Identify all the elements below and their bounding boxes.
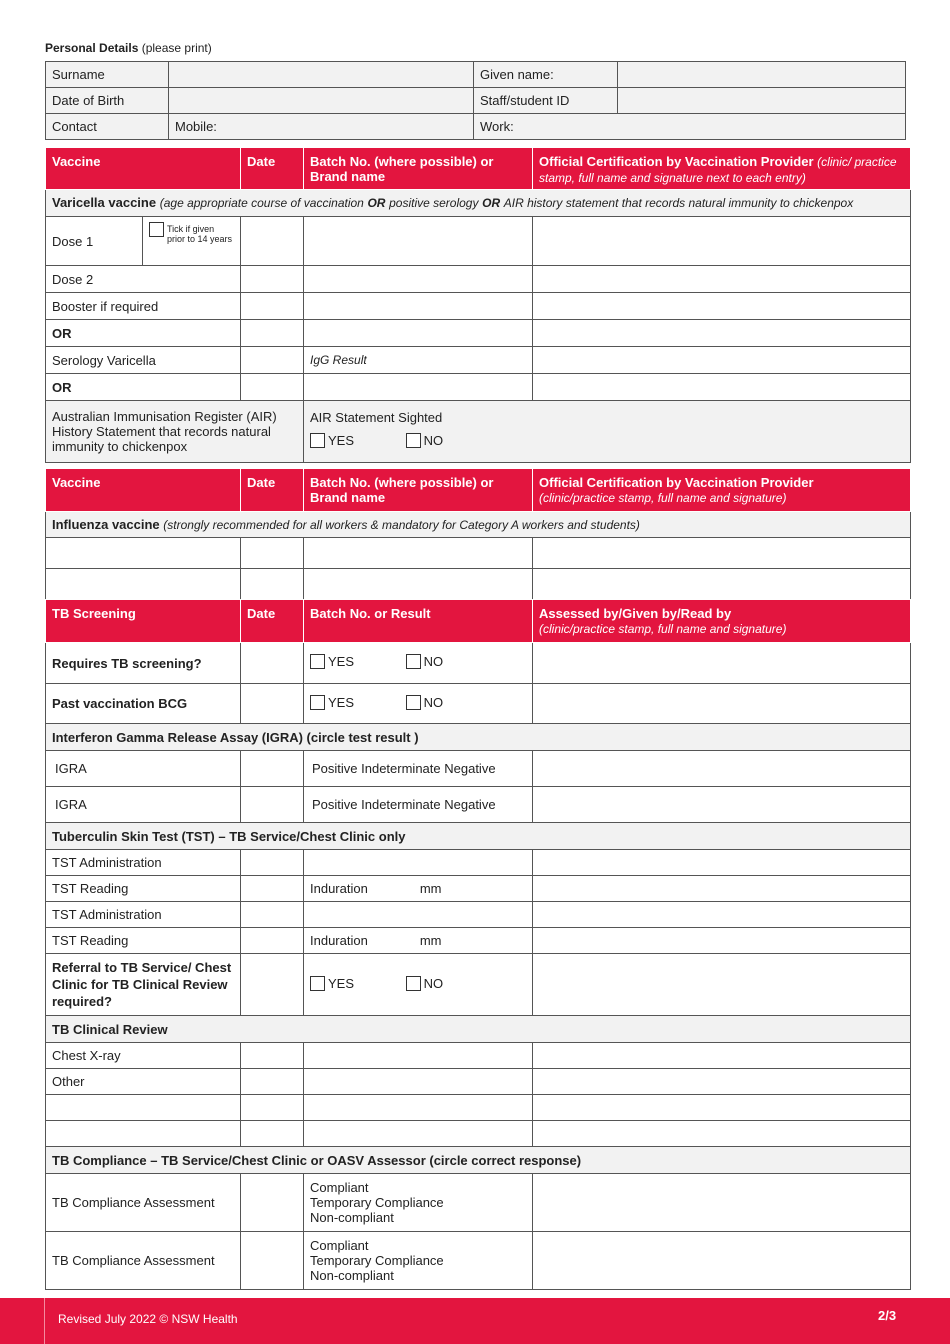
- tst-section-title: Tuberculin Skin Test (TST) – TB Service/Chest Clinic only: [46, 823, 911, 850]
- contact-label: Contact: [46, 114, 169, 140]
- dose2-cert[interactable]: [533, 266, 911, 293]
- serology-label: Serology Varicella: [46, 347, 241, 374]
- bcg-options: [304, 684, 533, 724]
- work-field[interactable]: Work:: [474, 114, 906, 140]
- influenza-row-2-date[interactable]: [241, 569, 304, 600]
- dose1-label: Dose 1: [46, 217, 143, 266]
- certification-header: Official Certification by Vaccination Provider (clinic/practice stamp, full name and signature): [533, 469, 911, 512]
- influenza-row-2-cert[interactable]: [533, 569, 911, 600]
- revised-note: Revised July 2022 © NSW Health: [58, 1312, 238, 1326]
- dose1-date[interactable]: [241, 217, 304, 266]
- yes-checkbox[interactable]: [310, 433, 325, 448]
- tst-admin-label: TST Administration: [46, 902, 241, 928]
- requires-tb-options: [304, 643, 533, 684]
- tst-reading-label: TST Reading: [46, 876, 241, 902]
- no-checkbox[interactable]: [406, 976, 421, 991]
- influenza-row-1-date[interactable]: [241, 538, 304, 569]
- staff-id-field[interactable]: [618, 88, 906, 114]
- compliance-assessment-label: TB Compliance Assessment: [46, 1232, 241, 1290]
- other-date[interactable]: [241, 1069, 304, 1095]
- tst-admin-1-date[interactable]: [241, 850, 304, 876]
- footer: [0, 1298, 950, 1344]
- staff-id-label: Staff/student ID: [474, 88, 618, 114]
- no-checkbox[interactable]: [406, 433, 421, 448]
- batch-header: Batch No. (where possible) or Brand name: [304, 148, 533, 190]
- requires-yes-option[interactable]: YES: [310, 654, 354, 669]
- tick-checkbox[interactable]: [149, 222, 164, 237]
- compliance-assessment-label: TB Compliance Assessment: [46, 1174, 241, 1232]
- personal-details-table: [45, 61, 906, 140]
- air-sighted: AIR Statement Sighted YES NO: [304, 401, 911, 463]
- vaccine-header: Vaccine: [46, 148, 241, 190]
- date-header: Date: [241, 469, 304, 512]
- referral-assessed[interactable]: [533, 954, 911, 1016]
- tst-reading-2-assessed[interactable]: [533, 928, 911, 954]
- booster-cert[interactable]: [533, 293, 911, 320]
- dose1-cert[interactable]: [533, 217, 911, 266]
- tst-reading-2-induration[interactable]: Induration mm: [304, 928, 533, 954]
- requires-tb-label: Requires TB screening?: [46, 643, 241, 684]
- chest-xray-label: Chest X-ray: [46, 1043, 241, 1069]
- other-assessed[interactable]: [533, 1069, 911, 1095]
- tb-compliance-section-title: TB Compliance – TB Service/Chest Clinic or OASV Assessor (circle correct response): [46, 1147, 911, 1174]
- vaccine-header: Vaccine: [46, 469, 241, 512]
- personal-details-title: Personal Details (please print): [45, 41, 212, 55]
- date-header: Date: [241, 148, 304, 190]
- chest-xray-date[interactable]: [241, 1043, 304, 1069]
- dob-field[interactable]: [169, 88, 474, 114]
- influenza-row-2-vaccine[interactable]: [46, 569, 241, 600]
- serology-cert[interactable]: [533, 347, 911, 374]
- tst-admin-2-result[interactable]: [304, 902, 533, 928]
- tick-prior-14[interactable]: Tick if given prior to 14 years: [143, 217, 241, 266]
- bcg-no-option[interactable]: NO: [406, 695, 444, 710]
- tst-reading-label: TST Reading: [46, 928, 241, 954]
- influenza-row-1-batch[interactable]: [304, 538, 533, 569]
- tst-reading-1-assessed[interactable]: [533, 876, 911, 902]
- referral-yes-option[interactable]: YES: [310, 976, 354, 991]
- compliance-1-options[interactable]: Compliant Temporary Compliance Non-compliant: [304, 1174, 533, 1232]
- igg-result[interactable]: IgG Result: [304, 347, 533, 374]
- blank-row-2-label[interactable]: [46, 1121, 241, 1147]
- yes-checkbox[interactable]: [310, 654, 325, 669]
- air-yes-option[interactable]: YES: [310, 433, 354, 448]
- tb-screening-table: [45, 599, 911, 1290]
- blank-row-1-label[interactable]: [46, 1095, 241, 1121]
- other-label: Other: [46, 1069, 241, 1095]
- influenza-row-1-cert[interactable]: [533, 538, 911, 569]
- referral-label: Referral to TB Service/ Chest Clinic for TB Clinical Review required?: [46, 954, 241, 1016]
- given-name-field[interactable]: [618, 62, 906, 88]
- booster-date[interactable]: [241, 293, 304, 320]
- tst-admin-1-assessed[interactable]: [533, 850, 911, 876]
- blank-row-2-date[interactable]: [241, 1121, 304, 1147]
- igra-section-title: Interferon Gamma Release Assay (IGRA) (circle test result ): [46, 724, 911, 751]
- tst-reading-1-induration[interactable]: Induration mm: [304, 876, 533, 902]
- blank-row-1-date[interactable]: [241, 1095, 304, 1121]
- igra-1-result[interactable]: Positive Indeterminate Negative: [304, 751, 533, 787]
- dose1-batch[interactable]: [304, 217, 533, 266]
- chest-xray-assessed[interactable]: [533, 1043, 911, 1069]
- no-checkbox[interactable]: [406, 654, 421, 669]
- referral-no-option[interactable]: NO: [406, 976, 444, 991]
- bcg-date[interactable]: [241, 684, 304, 724]
- influenza-table: [45, 468, 911, 600]
- surname-field[interactable]: [169, 62, 474, 88]
- surname-label: Surname: [46, 62, 169, 88]
- compliance-1-date[interactable]: [241, 1174, 304, 1232]
- bcg-yes-option[interactable]: YES: [310, 695, 354, 710]
- tst-reading-1-date[interactable]: [241, 876, 304, 902]
- other-result[interactable]: [304, 1069, 533, 1095]
- igra-2-result[interactable]: Positive Indeterminate Negative: [304, 787, 533, 823]
- air-no-option[interactable]: NO: [406, 433, 444, 448]
- bcg-assessed[interactable]: [533, 684, 911, 724]
- tst-admin-2-date[interactable]: [241, 902, 304, 928]
- batch-header: Batch No. (where possible) or Brand name: [304, 469, 533, 512]
- page-number: 2/3: [878, 1308, 897, 1323]
- referral-options: [304, 954, 533, 1016]
- air-label: Australian Immunisation Register (AIR) History Statement that records natural immunity to chickenpox: [46, 401, 304, 463]
- tst-admin-2-assessed[interactable]: [533, 902, 911, 928]
- requires-tb-assessed[interactable]: [533, 643, 911, 684]
- yes-checkbox[interactable]: [310, 695, 325, 710]
- blank-row-2-assessed[interactable]: [533, 1121, 911, 1147]
- booster-batch[interactable]: [304, 293, 533, 320]
- igra-1-assessed[interactable]: [533, 751, 911, 787]
- blank-row-2-result[interactable]: [304, 1121, 533, 1147]
- compliance-2-date[interactable]: [241, 1232, 304, 1290]
- dob-label: Date of Birth: [46, 88, 169, 114]
- compliance-2-assessed[interactable]: [533, 1232, 911, 1290]
- referral-date[interactable]: [241, 954, 304, 1016]
- no-checkbox[interactable]: [406, 695, 421, 710]
- requires-tb-date[interactable]: [241, 643, 304, 684]
- yes-checkbox[interactable]: [310, 976, 325, 991]
- or-label: OR: [46, 374, 241, 401]
- assessed-header: Assessed by/Given by/Read by (clinic/practice stamp, full name and signature): [533, 600, 911, 643]
- batch-result-header: Batch No. or Result: [304, 600, 533, 643]
- blank-row-1-assessed[interactable]: [533, 1095, 911, 1121]
- tst-admin-label: TST Administration: [46, 850, 241, 876]
- given-name-label: Given name:: [474, 62, 618, 88]
- mobile-field[interactable]: Mobile:: [169, 114, 474, 140]
- or-label: OR: [46, 320, 241, 347]
- serology-date[interactable]: [241, 347, 304, 374]
- influenza-row-1-vaccine[interactable]: [46, 538, 241, 569]
- influenza-row-2-batch[interactable]: [304, 569, 533, 600]
- compliance-2-options[interactable]: Compliant Temporary Compliance Non-compliant: [304, 1232, 533, 1290]
- dose2-batch[interactable]: [304, 266, 533, 293]
- influenza-section-title: Influenza vaccine (strongly recommended for all workers & mandatory for Category A workers and students): [46, 512, 911, 538]
- igra-label: IGRA: [46, 751, 241, 787]
- varicella-section-title: Varicella vaccine (age appropriate course of vaccination OR positive serology OR AIR history statement that records natural immunity to chickenpox: [46, 190, 911, 217]
- igra-label: IGRA: [46, 787, 241, 823]
- bcg-label: Past vaccination BCG: [46, 684, 241, 724]
- igra-2-assessed[interactable]: [533, 787, 911, 823]
- requires-no-option[interactable]: NO: [406, 654, 444, 669]
- tst-reading-2-date[interactable]: [241, 928, 304, 954]
- compliance-1-assessed[interactable]: [533, 1174, 911, 1232]
- igra-1-date[interactable]: [241, 751, 304, 787]
- booster-label: Booster if required: [46, 293, 241, 320]
- tb-screening-header: TB Screening: [46, 600, 241, 643]
- varicella-table: [45, 147, 911, 463]
- chest-xray-result[interactable]: [304, 1043, 533, 1069]
- tb-review-section-title: TB Clinical Review: [46, 1016, 911, 1043]
- certification-header: Official Certification by Vaccination Provider (clinic/ practice stamp, full name and signature next to each entry): [533, 148, 911, 190]
- blank-row-1-result[interactable]: [304, 1095, 533, 1121]
- date-header: Date: [241, 600, 304, 643]
- tst-admin-1-result[interactable]: [304, 850, 533, 876]
- igra-2-date[interactable]: [241, 787, 304, 823]
- footer-divider: [44, 1298, 45, 1344]
- dose2-date[interactable]: [241, 266, 304, 293]
- dose2-label: Dose 2: [46, 266, 241, 293]
